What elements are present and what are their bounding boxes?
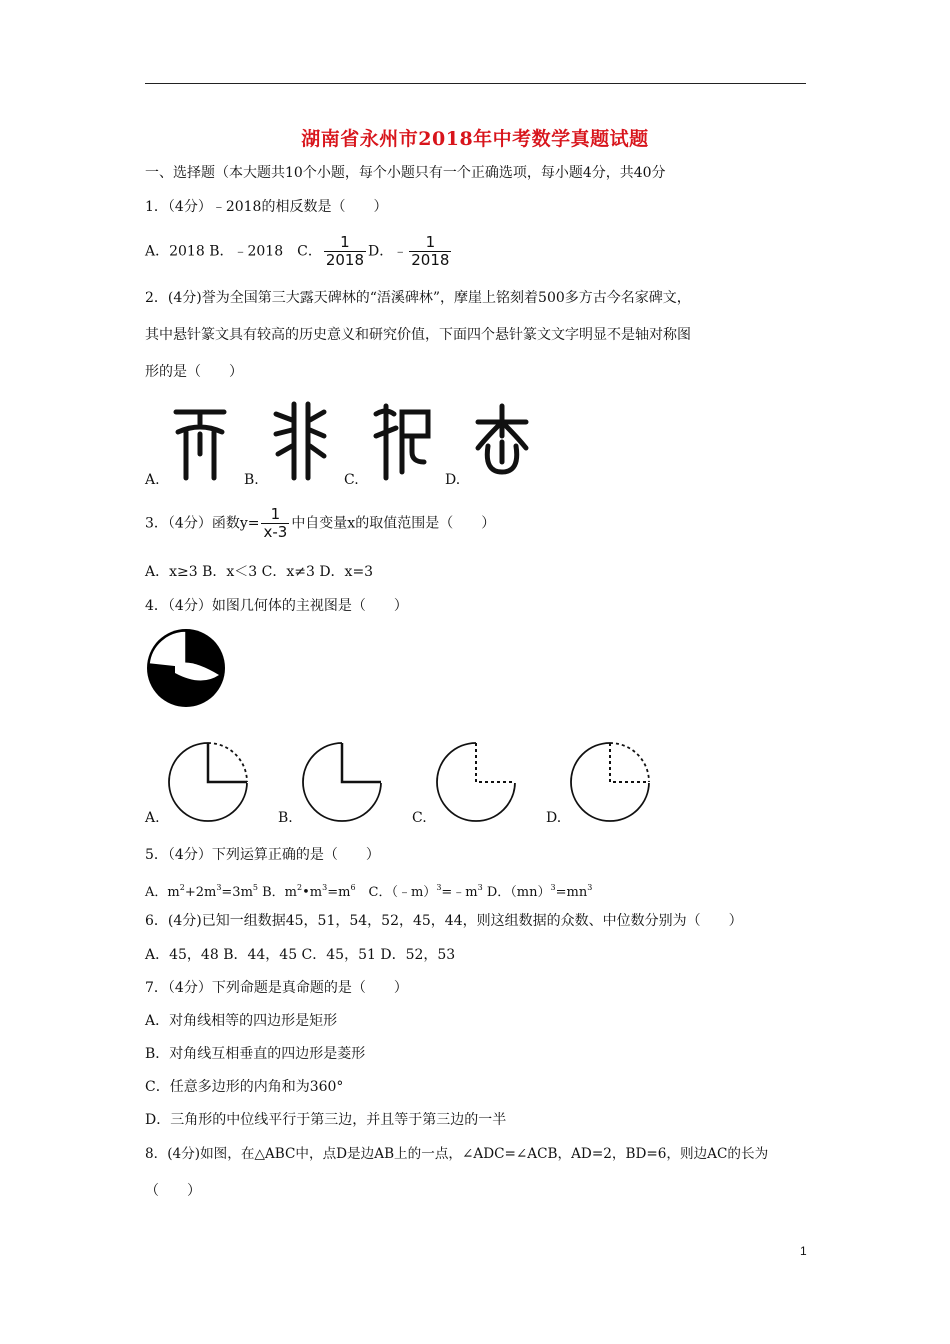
q2-label-b: B. (244, 472, 259, 488)
q4-view-c (434, 740, 518, 824)
section-heading: 一、选择题（本大题共10个小题，每个小题只有一个正确选项，每小题4分，共40分 (145, 165, 666, 181)
q5-stem: 5．（4分）下列运算正确的是（ ） (145, 847, 380, 863)
q3-pre: 3．（4分）函数y= (145, 515, 260, 532)
q7-option-b: B．对角线互相垂直的四边形是菱形 (145, 1046, 366, 1062)
q4-stem: 4．（4分）如图几何体的主视图是（ ） (145, 598, 408, 614)
q3-fraction: $\frac{1}{x-3}$ (263, 505, 288, 541)
q2-line2: 其中悬针篆文具有较高的历史意义和研究价值，下面四个悬针篆文文字明显不是轴对称图 (145, 327, 691, 343)
q4-solid-figure (145, 627, 227, 709)
q3-post: 中自变量x的取值范围是（ ） (291, 515, 496, 532)
q2-label-d: D. (445, 472, 461, 488)
q1-opt-ab: A．2018 B．﹣2018 C． (145, 243, 322, 260)
q2-label-c: C. (344, 472, 359, 488)
q3-stem (145, 506, 495, 541)
q2-line3: 形的是（ ） (145, 364, 243, 380)
q4-label-c: C. (412, 810, 427, 826)
q3-options: A．x≥3 B．x＜3 C．x≠3 D．x=3 (145, 564, 374, 580)
q6-options: A．45，48 B．44，45 C．45，51 D．52，53 (145, 947, 456, 963)
q2-label-a: A. (145, 472, 160, 488)
q7-option-c: C．任意多边形的内角和为360° (145, 1079, 344, 1095)
q4-view-a (166, 740, 250, 824)
seal-glyph-c (372, 402, 434, 480)
q4-view-b (300, 740, 384, 824)
q1-options (145, 234, 453, 269)
page-title: 湖南省永州市2018年中考数学真题试题 (301, 128, 649, 150)
q7-option-a: A．对角线相等的四边形是矩形 (145, 1013, 338, 1029)
q4-label-d: D. (546, 810, 562, 826)
q8-line1: 8．(4分)如图，在△ABC中，点D是边AB上的一点，∠ADC=∠ACB，AD=2，BD=6，则边AC的长为 (145, 1146, 769, 1162)
q1-fraction-d: $\frac{1}{2018}$ (411, 233, 450, 269)
seal-glyph-b (272, 400, 328, 480)
q7-stem: 7．（4分）下列命题是真命题的是（ ） (145, 980, 408, 996)
q4-label-b: B. (278, 810, 293, 826)
seal-glyph-a (172, 404, 228, 480)
q1-stem: 1．（4分）﹣2018的相反数是（ ） (145, 199, 388, 215)
seal-glyph-d (472, 402, 532, 478)
q1-opt-d: D．﹣ (368, 243, 408, 260)
page-number: 1 (800, 1244, 807, 1258)
q8-line2: （ ） (145, 1183, 201, 1199)
q4-label-a: A. (145, 810, 160, 826)
q7-option-d: D．三角形的中位线平行于第三边，并且等于第三边的一半 (145, 1112, 507, 1128)
q6-stem: 6．(4分)已知一组数据45，51，54，52，45，44，则这组数据的众数、中位数分别为（ ） (145, 913, 743, 929)
q1-fraction-c: $\frac{1}{2018}$ (325, 233, 365, 269)
q2-line1: 2．(4分)誉为全国第三大露天碑林的“浯溪碑林”，摩崖上铭刻着500多方古今名家碑文， (145, 290, 691, 306)
q5-options: A．$m^2+2m^3=3m^5$ B．$m^2•m^3=m^6$ C．$(﹣m)^3=﹣m^3$ D．$(mn)^3=mn^3$ (145, 883, 593, 900)
q4-view-d (568, 740, 652, 824)
header-rule (145, 83, 806, 84)
